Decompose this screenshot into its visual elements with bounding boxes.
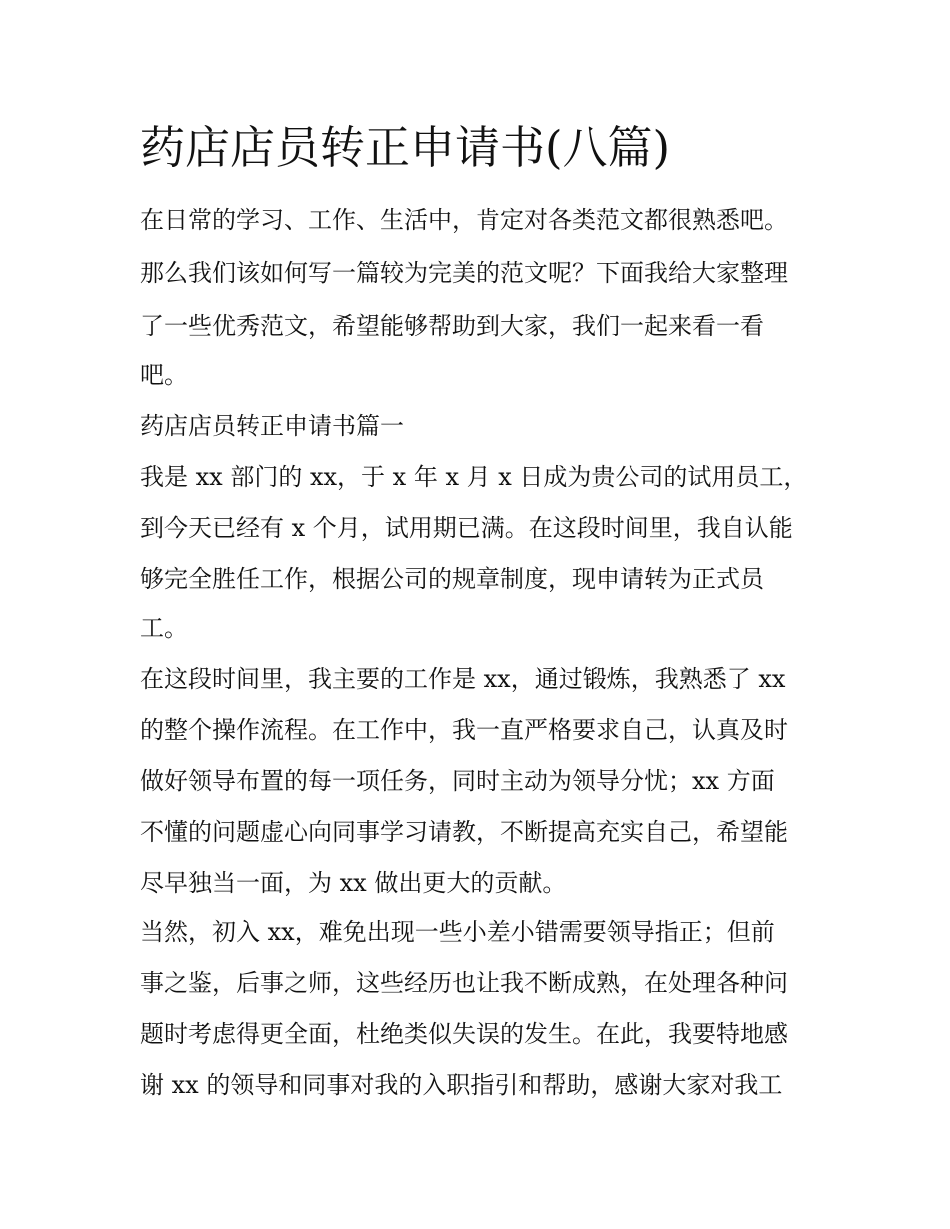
body-line: 当然，初入 xx，难免出现一些小差小错需要领导指正；但前 [140,918,775,946]
body-line: 的整个操作流程。在工作中，我一直严格要求自己，认真及时 [140,716,788,744]
body-line: 了一些优秀范文，希望能够帮助到大家，我们一起来看一看 [140,312,764,340]
body-line: 谢 xx 的领导和同事对我的入职指引和帮助，感谢大家对我工 [140,1071,783,1099]
body-line: 事之鉴，后事之师，这些经历也让我不断成熟，在处理各种问 [140,969,788,997]
body-line: 题时考虑得更全面，杜绝类似失误的发生。在此，我要特地感 [140,1020,788,1048]
document-title: 药店店员转正申请书(八篇) [140,121,671,174]
body-line: 吧。 [140,361,188,389]
body-line: 尽早独当一面，为 xx 做出更大的贡献。 [140,869,567,897]
body-line: 做好领导布置的每一项任务，同时主动为领导分忧；xx 方面 [140,767,775,795]
body-line: 我是 xx 部门的 xx，于 x 年 x 月 x 日成为贵公司的试用员工， [140,463,808,491]
body-line: 到今天已经有 x 个月，试用期已满。在这段时间里，我自认能 [140,514,793,542]
body-line: 那么我们该如何写一篇较为完美的范文呢？下面我给大家整理 [140,259,788,287]
section-heading: 药店店员转正申请书篇一 [140,412,404,440]
body-line: 工。 [140,614,188,642]
body-line: 在这段时间里，我主要的工作是 xx，通过锻炼，我熟悉了 xx [140,665,786,693]
body-line: 够完全胜任工作，根据公司的规章制度，现申请转为正式员 [140,565,764,593]
body-line: 不懂的问题虚心向同事学习请教，不断提高充实自己，希望能 [140,818,788,846]
body-line: 在日常的学习、工作、生活中，肯定对各类范文都很熟悉吧。 [140,206,788,234]
